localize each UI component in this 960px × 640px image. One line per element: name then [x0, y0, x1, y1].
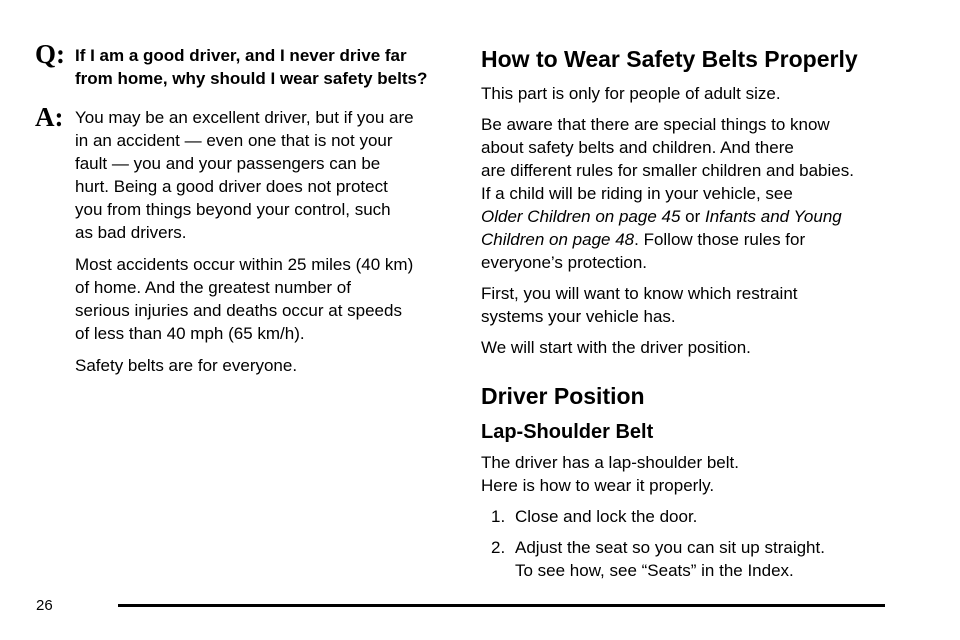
step-text: Adjust the seat so you can sit up straight. To see how, see “Seats” in the Index. — [515, 538, 825, 580]
right-column — [481, 44, 921, 590]
steps-list — [481, 505, 921, 582]
question-block — [35, 39, 455, 90]
question-marker: Q: — [35, 39, 65, 69]
children-paragraph — [481, 113, 921, 274]
accidents-paragraph: Most accidents occur within 25 miles (40 km) of home. And the greatest number of serious injuries and deaths occur at speeds of less than 40 mph (65 km/h). — [75, 255, 414, 343]
adult-size-paragraph: This part is only for people of adult size. — [481, 84, 781, 103]
link-older-children[interactable]: Older Children on page 45 — [481, 207, 681, 226]
link-infants-young-children[interactable]: Infants and Young Children on page 48 — [481, 207, 842, 249]
lap-shoulder-paragraph: The driver has a lap-shoulder belt. Here is how to wear it properly. — [481, 453, 739, 495]
question-text: If I am a good driver, and I never drive far from home, why should I wear safety belts? — [75, 46, 428, 88]
page-number: 26 — [36, 597, 53, 614]
answer-block — [35, 102, 455, 244]
answer-text: You may be an excellent driver, but if you are in an accident — even one that is not your fault — you and your passengers can be hurt. Being a good driver does not protect you from things beyond your control, such as bad drivers. — [75, 108, 414, 242]
children-text-or: or — [680, 207, 705, 226]
list-item — [481, 536, 921, 582]
driver-start-paragraph: We will start with the driver position. — [481, 338, 751, 357]
driver-position-heading: Driver Position — [481, 383, 645, 409]
step-text: Close and lock the door. — [515, 507, 698, 526]
section-heading: How to Wear Safety Belts Properly — [481, 46, 858, 72]
children-text-end: . Follow those rules for everyone’s protection. — [481, 230, 806, 272]
everyone-paragraph: Safety belts are for everyone. — [75, 356, 298, 375]
step-number: 1. — [491, 507, 506, 526]
restraint-paragraph: First, you will want to know which restraint systems your vehicle has. — [481, 284, 798, 326]
left-column — [35, 39, 455, 377]
answer-marker: A: — [35, 102, 64, 132]
step-number: 2. — [491, 538, 506, 557]
footer-rule — [118, 604, 885, 607]
lap-shoulder-belt-heading: Lap-Shoulder Belt — [481, 421, 654, 443]
children-text-start: Be aware that there are special things to know about safety belts and children. And there are different rules for smaller children and babies. If a child will be riding in your vehicle, see — [481, 115, 854, 203]
list-item — [481, 505, 921, 528]
